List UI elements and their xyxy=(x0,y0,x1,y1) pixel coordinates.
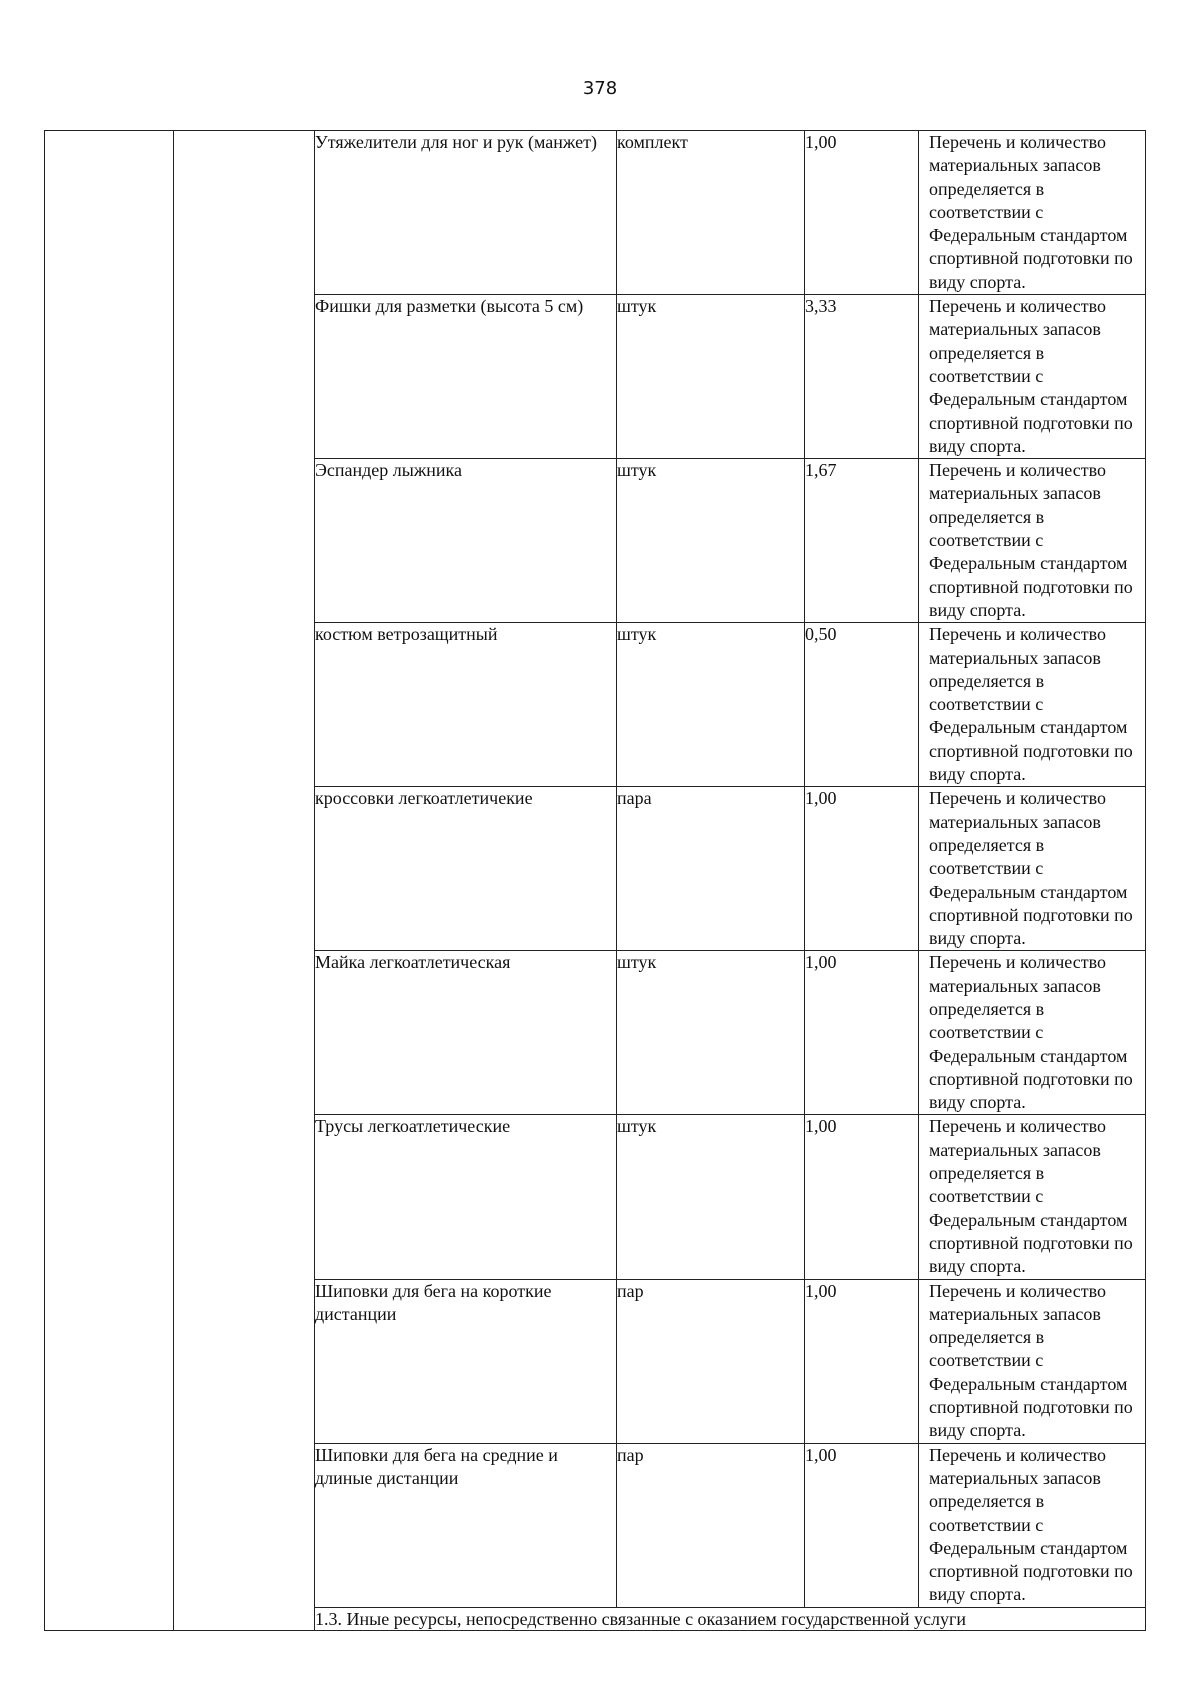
item-name: Эспандер лыжника xyxy=(315,459,617,623)
item-name: Трусы легкоатлетические xyxy=(315,1115,617,1279)
item-quantity: 1,00 xyxy=(805,1115,919,1279)
resources-table xyxy=(44,130,1146,1631)
item-name: костюм ветрозащитный xyxy=(315,623,617,787)
item-name: кроссовки легкоатлетичекие xyxy=(315,787,617,951)
item-name: Майка легкоатлетическая xyxy=(315,951,617,1115)
item-name: Фишки для разметки (высота 5 см) xyxy=(315,295,617,459)
item-note: Перечень и количество материальных запасов определяется в соответствии с Федеральным стандартом спортивной подготовки по виду спорта. xyxy=(919,1115,1146,1279)
item-quantity: 1,00 xyxy=(805,1443,919,1607)
item-unit: штук xyxy=(617,459,805,623)
item-quantity: 1,00 xyxy=(805,787,919,951)
item-note: Перечень и количество материальных запасов определяется в соответствии с Федеральным стандартом спортивной подготовки по виду спорта. xyxy=(919,787,1146,951)
blank-column-2 xyxy=(174,131,315,1631)
item-unit: штук xyxy=(617,951,805,1115)
item-name: Утяжелители для ног и рук (манжет) xyxy=(315,131,617,295)
item-unit: пар xyxy=(617,1279,805,1443)
blank-column-1 xyxy=(45,131,174,1631)
item-unit: штук xyxy=(617,623,805,787)
item-note: Перечень и количество материальных запасов определяется в соответствии с Федеральным стандартом спортивной подготовки по виду спорта. xyxy=(919,951,1146,1115)
item-unit: штук xyxy=(617,295,805,459)
item-note: Перечень и количество материальных запасов определяется в соответствии с Федеральным стандартом спортивной подготовки по виду спорта. xyxy=(919,459,1146,623)
item-name: Шиповки для бега на средние и длиные дистанции xyxy=(315,1443,617,1607)
item-quantity: 1,67 xyxy=(805,459,919,623)
item-note: Перечень и количество материальных запасов определяется в соответствии с Федеральным стандартом спортивной подготовки по виду спорта. xyxy=(919,295,1146,459)
item-quantity: 1,00 xyxy=(805,1279,919,1443)
item-note: Перечень и количество материальных запасов определяется в соответствии с Федеральным стандартом спортивной подготовки по виду спорта. xyxy=(919,1443,1146,1607)
item-quantity: 0,50 xyxy=(805,623,919,787)
item-note: Перечень и количество материальных запасов определяется в соответствии с Федеральным стандартом спортивной подготовки по виду спорта. xyxy=(919,131,1146,295)
item-quantity: 3,33 xyxy=(805,295,919,459)
item-unit: пара xyxy=(617,787,805,951)
item-note: Перечень и количество материальных запасов определяется в соответствии с Федеральным стандартом спортивной подготовки по виду спорта. xyxy=(919,1279,1146,1443)
item-unit: комплект xyxy=(617,131,805,295)
page-number: 378 xyxy=(582,78,618,99)
table-row xyxy=(45,131,1146,295)
section-heading: 1.3. Иные ресурсы, непосредственно связанные с оказанием государственной услуги xyxy=(315,1607,1146,1630)
item-unit: штук xyxy=(617,1115,805,1279)
item-note: Перечень и количество материальных запасов определяется в соответствии с Федеральным стандартом спортивной подготовки по виду спорта. xyxy=(919,623,1146,787)
item-quantity: 1,00 xyxy=(805,131,919,295)
item-unit: пар xyxy=(617,1443,805,1607)
item-quantity: 1,00 xyxy=(805,951,919,1115)
item-name: Шиповки для бега на короткие дистанции xyxy=(315,1279,617,1443)
